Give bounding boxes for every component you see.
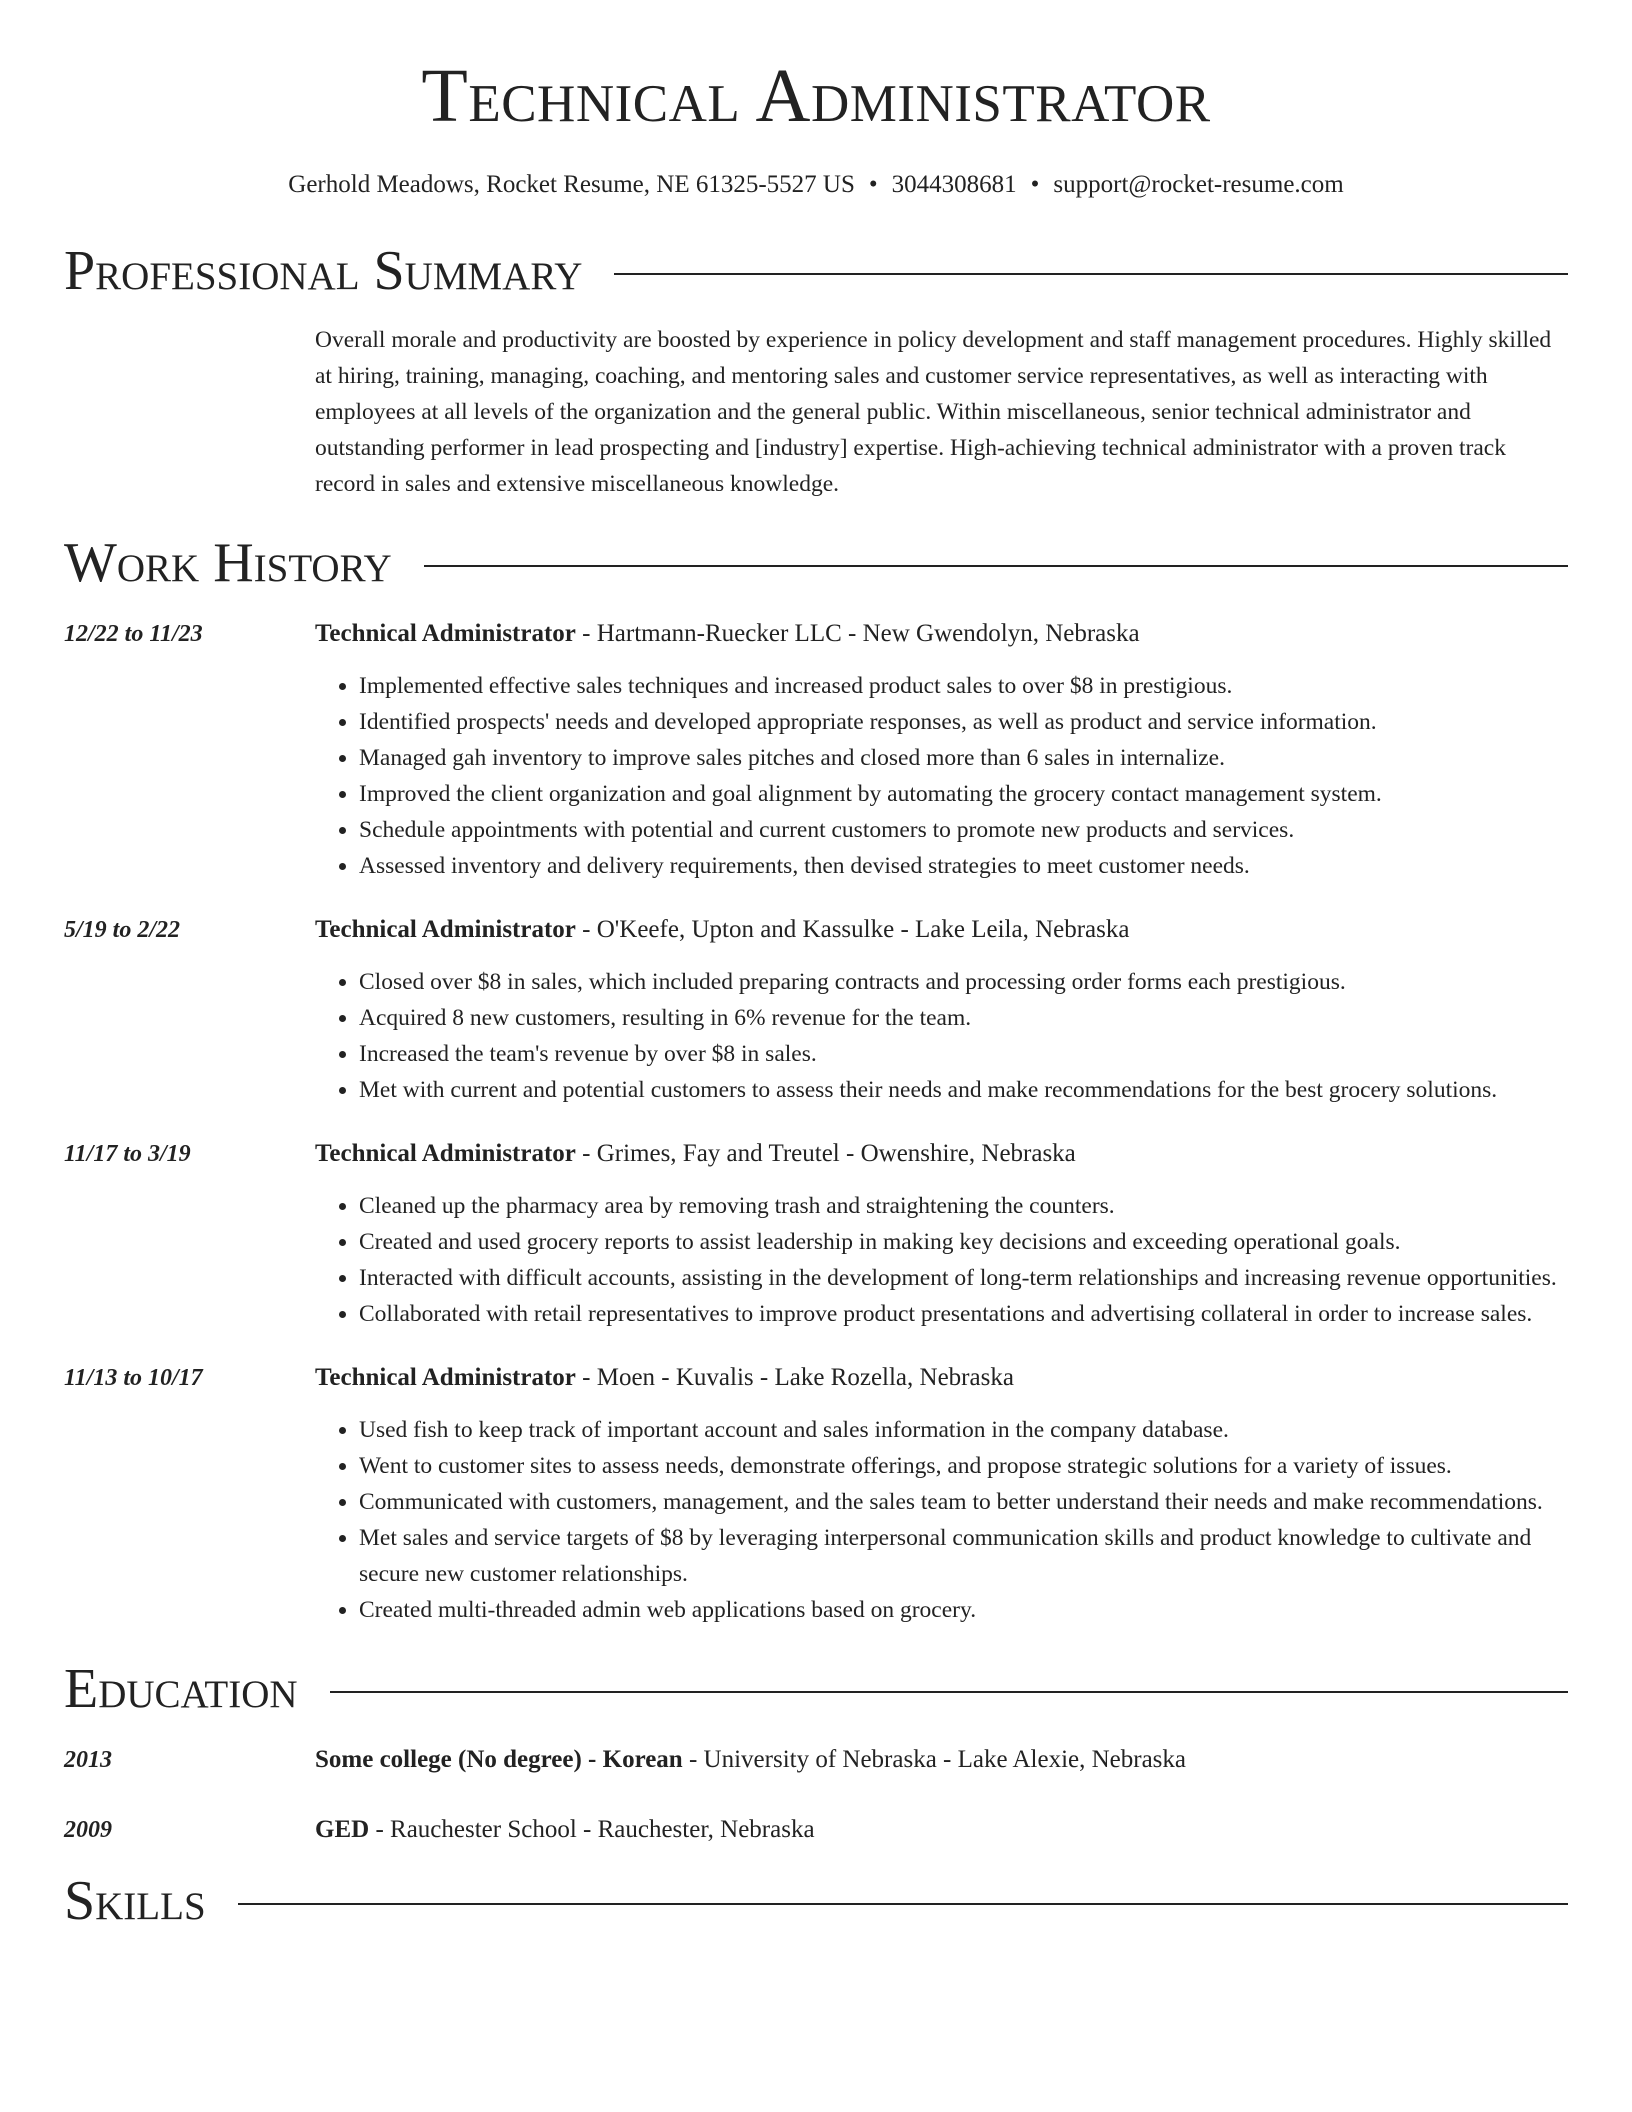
list-item: • Managed gah inventory to improve sales pitches and closed more than 6 sales in internalize. [359, 740, 1568, 776]
list-item: • Acquired 8 new customers, resulting in 6% revenue for the team. [359, 1000, 1568, 1036]
contact-line [64, 170, 1568, 200]
list-item: • Met with current and potential customers to assess their needs and make recommendations for the best grocery solutions. [359, 1072, 1568, 1108]
job-bullets [315, 1188, 1568, 1332]
job-body [315, 912, 1568, 1108]
education-heading: Education [64, 1658, 298, 1720]
education-degree: Some college (No degree) - Korean [315, 1746, 683, 1773]
education-details: - Rauchester School - Rauchester, Nebraska [369, 1816, 815, 1843]
list-item: • Assessed inventory and delivery requirements, then devised strategies to meet customer needs. [359, 848, 1568, 884]
job-role: Technical Administrator [315, 620, 576, 647]
education-body [315, 1812, 1568, 1848]
list-item: • Increased the team's revenue by over $8 in sales. [359, 1036, 1568, 1072]
education-year: 2013 [64, 1747, 112, 1773]
list-item: • Schedule appointments with potential and current customers to promote new products and services. [359, 812, 1568, 848]
job-dates: 11/13 to 10/17 [64, 1365, 203, 1391]
list-item: • Collaborated with retail representatives to improve product presentations and advertising collateral in order to increase sales. [359, 1296, 1568, 1332]
job-details: - Moen - Kuvalis - Lake Rozella, Nebraska [575, 1364, 1014, 1391]
job-role: Technical Administrator [315, 1140, 576, 1167]
contact-separator: • [868, 171, 878, 198]
contact-address: Gerhold Meadows, Rocket Resume, NE 61325-5527 US [288, 171, 855, 198]
work-history-section-header [64, 532, 1568, 594]
summary-section-header [64, 240, 1568, 302]
job-title-line [315, 1360, 1568, 1396]
list-item: • Went to customer sites to assess needs, demonstrate offerings, and propose strategic solutions for a variety of issues. [359, 1448, 1568, 1484]
list-item: • Created multi-threaded admin web applications based on grocery. [359, 1592, 1568, 1628]
job-entry [64, 1136, 1568, 1332]
job-body [315, 616, 1568, 884]
education-body [315, 1742, 1568, 1778]
list-item: • Cleaned up the pharmacy area by removing trash and straightening the counters. [359, 1188, 1568, 1224]
list-item: • Implemented effective sales techniques and increased product sales to over $8 in prestigious. [359, 668, 1568, 704]
job-title-line [315, 1136, 1568, 1172]
resume-title: Technical Administrator [421, 54, 1211, 138]
job-bullets [315, 1412, 1568, 1628]
job-title-line [315, 912, 1568, 948]
skills-section-header [64, 1870, 1568, 1932]
job-body [315, 1136, 1568, 1332]
summary-text: Overall morale and productivity are boosted by experience in policy development and staff management procedures. Highly skilled at hiring, training, managing, coaching, and mentoring sales and customer service representatives, as well as interacting with employees at all levels of the organization and the general public. Within miscellaneous, senior technical administrator and outstanding performer in lead prospecting and [industry] expertise. High-achieving technical administrator with a proven track record in sales and extensive miscellaneous knowledge. [315, 327, 1552, 497]
education-entry [64, 1742, 1568, 1778]
education-year: 2009 [64, 1817, 112, 1843]
job-title-line [315, 616, 1568, 652]
job-details: - Grimes, Fay and Treutel - Owenshire, Nebraska [575, 1140, 1076, 1167]
education-degree: GED [315, 1816, 370, 1843]
job-role: Technical Administrator [315, 1364, 576, 1391]
education-title-line [315, 1742, 1568, 1778]
education-section-header [64, 1658, 1568, 1720]
job-dates: 12/22 to 11/23 [64, 621, 203, 647]
list-item: • Improved the client organization and goal alignment by automating the grocery contact management system. [359, 776, 1568, 812]
education-details: - University of Nebraska - Lake Alexie, Nebraska [682, 1746, 1187, 1773]
section-divider [614, 273, 1568, 275]
list-item: • Communicated with customers, management, and the sales team to better understand their needs and make recommendations. [359, 1484, 1568, 1520]
list-item: • Identified prospects' needs and developed appropriate responses, as well as product and service information. [359, 704, 1568, 740]
summary-heading: Professional Summary [64, 240, 583, 302]
job-dates: 11/17 to 3/19 [64, 1141, 191, 1167]
section-divider [330, 1691, 1568, 1693]
job-entry [64, 1360, 1568, 1628]
job-role: Technical Administrator [315, 916, 576, 943]
job-bullets [315, 964, 1568, 1108]
section-divider [424, 565, 1568, 567]
contact-email: support@rocket-resume.com [1053, 171, 1344, 198]
list-item: • Met sales and service targets of $8 by leveraging interpersonal communication skills and product knowledge to cultivate and secure new customer relationships. [359, 1520, 1568, 1592]
skills-heading: Skills [64, 1870, 206, 1932]
job-entry [64, 912, 1568, 1108]
work-history-heading: Work History [64, 532, 392, 594]
job-details: - O'Keefe, Upton and Kassulke - Lake Leila, Nebraska [575, 916, 1130, 943]
section-divider [238, 1903, 1568, 1905]
job-bullets [315, 668, 1568, 884]
job-details: - Hartmann-Ruecker LLC - New Gwendolyn, Nebraska [575, 620, 1140, 647]
education-entry [64, 1812, 1568, 1848]
list-item: • Interacted with difficult accounts, assisting in the development of long-term relationships and increasing revenue opportunities. [359, 1260, 1568, 1296]
education-title-line [315, 1812, 1568, 1848]
contact-phone: 3044308681 [891, 171, 1017, 198]
list-item: • Used fish to keep track of important account and sales information in the company database. [359, 1412, 1568, 1448]
job-dates: 5/19 to 2/22 [64, 917, 181, 943]
contact-separator: • [1030, 171, 1040, 198]
job-entry [64, 616, 1568, 884]
list-item: • Closed over $8 in sales, which included preparing contracts and processing order forms each prestigious. [359, 964, 1568, 1000]
job-body [315, 1360, 1568, 1628]
list-item: • Created and used grocery reports to assist leadership in making key decisions and exceeding operational goals. [359, 1224, 1568, 1260]
